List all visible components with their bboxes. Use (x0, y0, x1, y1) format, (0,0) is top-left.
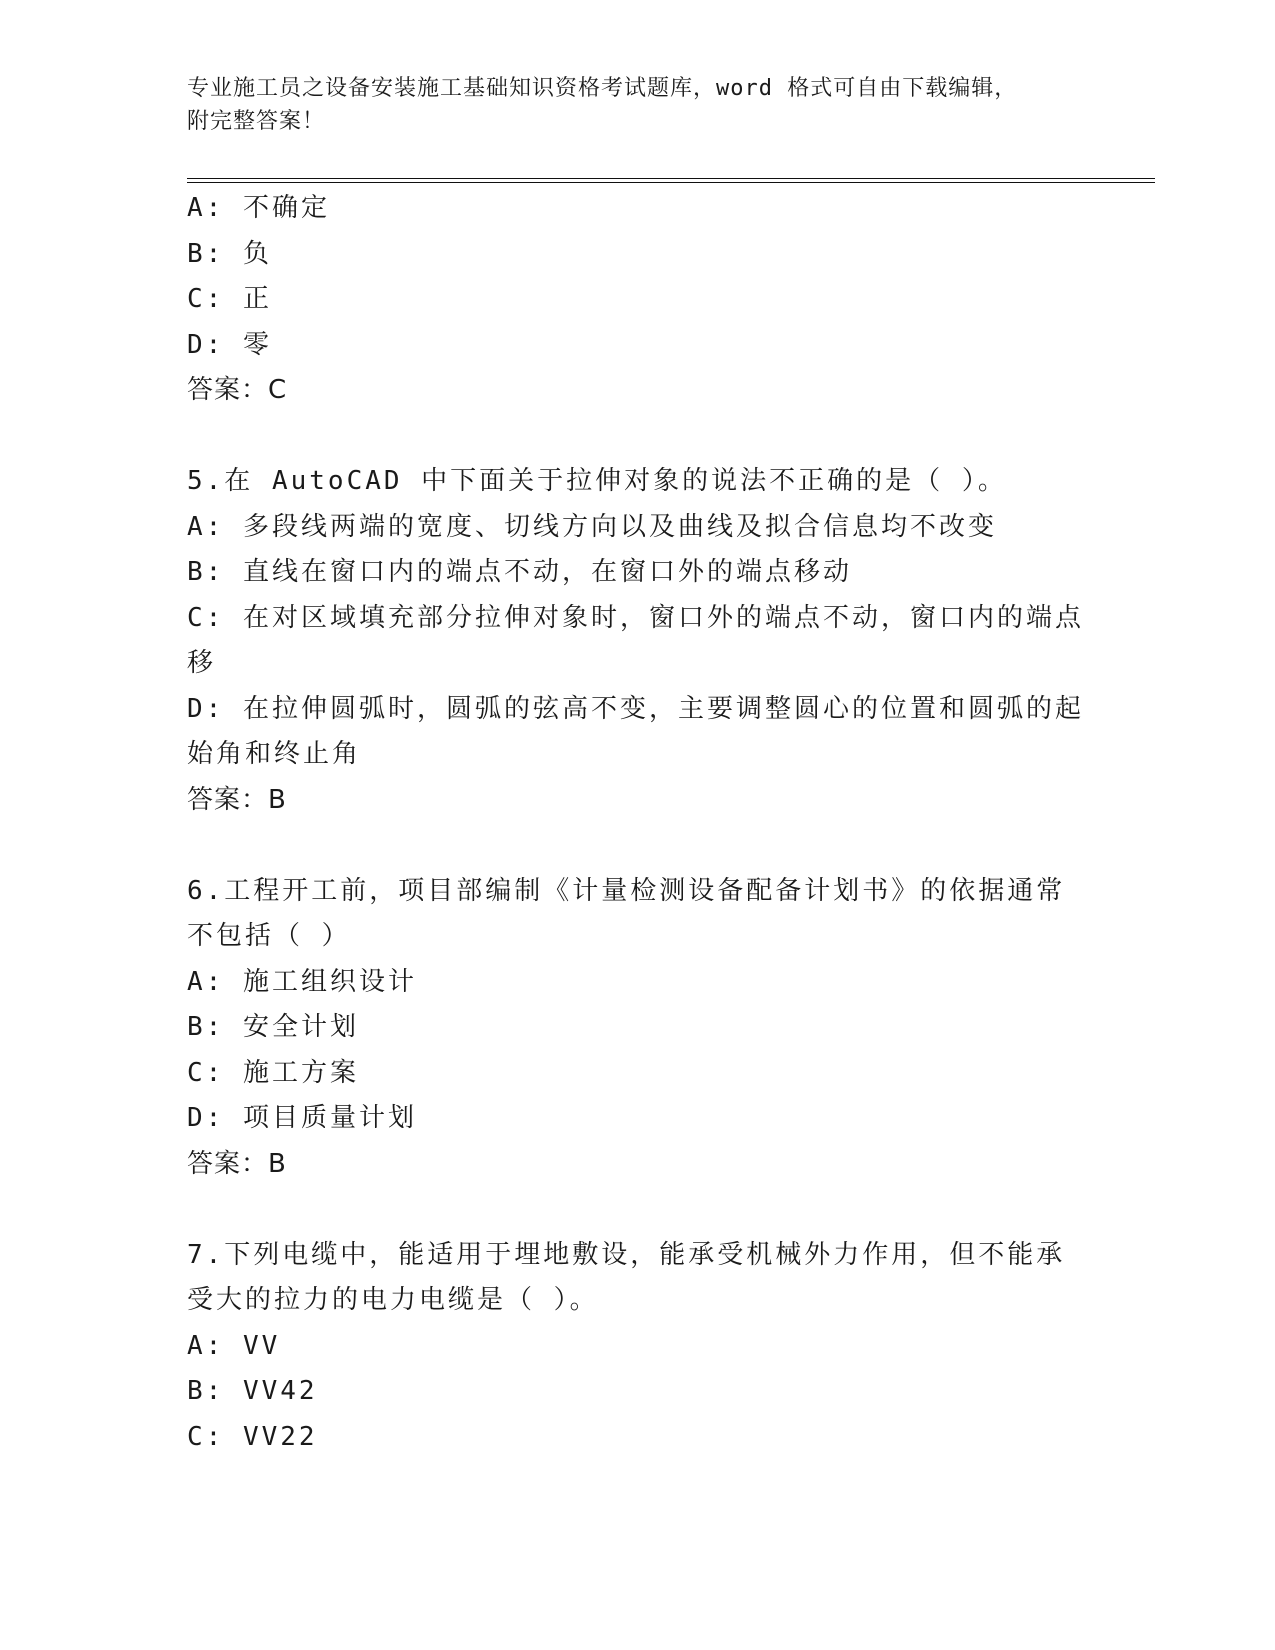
document-header (187, 72, 1087, 138)
header-double-rule (187, 178, 1155, 183)
question-6 (187, 869, 1087, 1188)
question-5 (187, 459, 1087, 823)
q6-stem-line-2: 不包括（ ） (187, 921, 351, 951)
q5-option-a: A: 多段线两端的宽度、切线方向以及曲线及拟合信息均不改变 (187, 511, 997, 542)
document-body (187, 186, 1087, 1460)
q4-option-a: A: 不确定 (187, 193, 330, 223)
q5-option-c-line-1: C: 在对区域填充部分拉伸对象时，窗口外的端点不动，窗口内的端点 (187, 602, 1084, 633)
q5-option-b: B: 直线在窗口内的端点不动，在窗口外的端点移动 (187, 557, 852, 587)
q4-option-b: B: 负 (187, 238, 272, 269)
q6-option-b: B: 安全计划 (187, 1012, 359, 1042)
q4-answer: 答案：C (187, 375, 288, 405)
q6-option-d: D: 项目质量计划 (187, 1103, 417, 1133)
q4-option-c: C: 正 (187, 284, 272, 314)
q6-option-c: C: 施工方案 (187, 1057, 359, 1088)
q4-option-d: D: 零 (187, 329, 272, 360)
q6-option-a: A: 施工组织设计 (187, 966, 417, 997)
spacer (187, 414, 1087, 460)
q7-option-b: B: VV42 (187, 1376, 318, 1406)
q7-stem-line-1: 7.下列电缆中，能适用于埋地敷设，能承受机械外力作用，但不能承 (187, 1239, 1066, 1270)
spacer (187, 823, 1087, 869)
q7-option-a: A: VV (187, 1330, 281, 1361)
q6-answer: 答案：B (187, 1148, 287, 1179)
q7-option-c: C: VV22 (187, 1421, 318, 1452)
question-7 (187, 1233, 1087, 1461)
header-line-2: 附完整答案！ (187, 109, 326, 134)
q5-option-d-line-1: D: 在拉伸圆弧时，圆弧的弦高不变，主要调整圆心的位置和圆弧的起 (187, 693, 1084, 724)
q5-option-d-line-2: 始角和终止角 (187, 739, 362, 769)
q7-stem-line-2: 受大的拉力的电力电缆是（ ）。 (187, 1285, 599, 1315)
q5-stem: 5.在 AutoCAD 中下面关于拉伸对象的说法不正确的是（ ）。 (187, 466, 1007, 496)
q5-answer: 答案：B (187, 784, 287, 815)
question-4 (187, 186, 1087, 414)
q5-option-c-line-2: 移 (187, 648, 217, 678)
spacer (187, 1187, 1087, 1233)
q6-stem-line-1: 6.工程开工前，项目部编制《计量检测设备配备计划书》的依据通常 (187, 875, 1066, 906)
header-line-1: 专业施工员之设备安装施工基础知识资格考试题库，word 格式可自由下载编辑， (187, 76, 1018, 101)
